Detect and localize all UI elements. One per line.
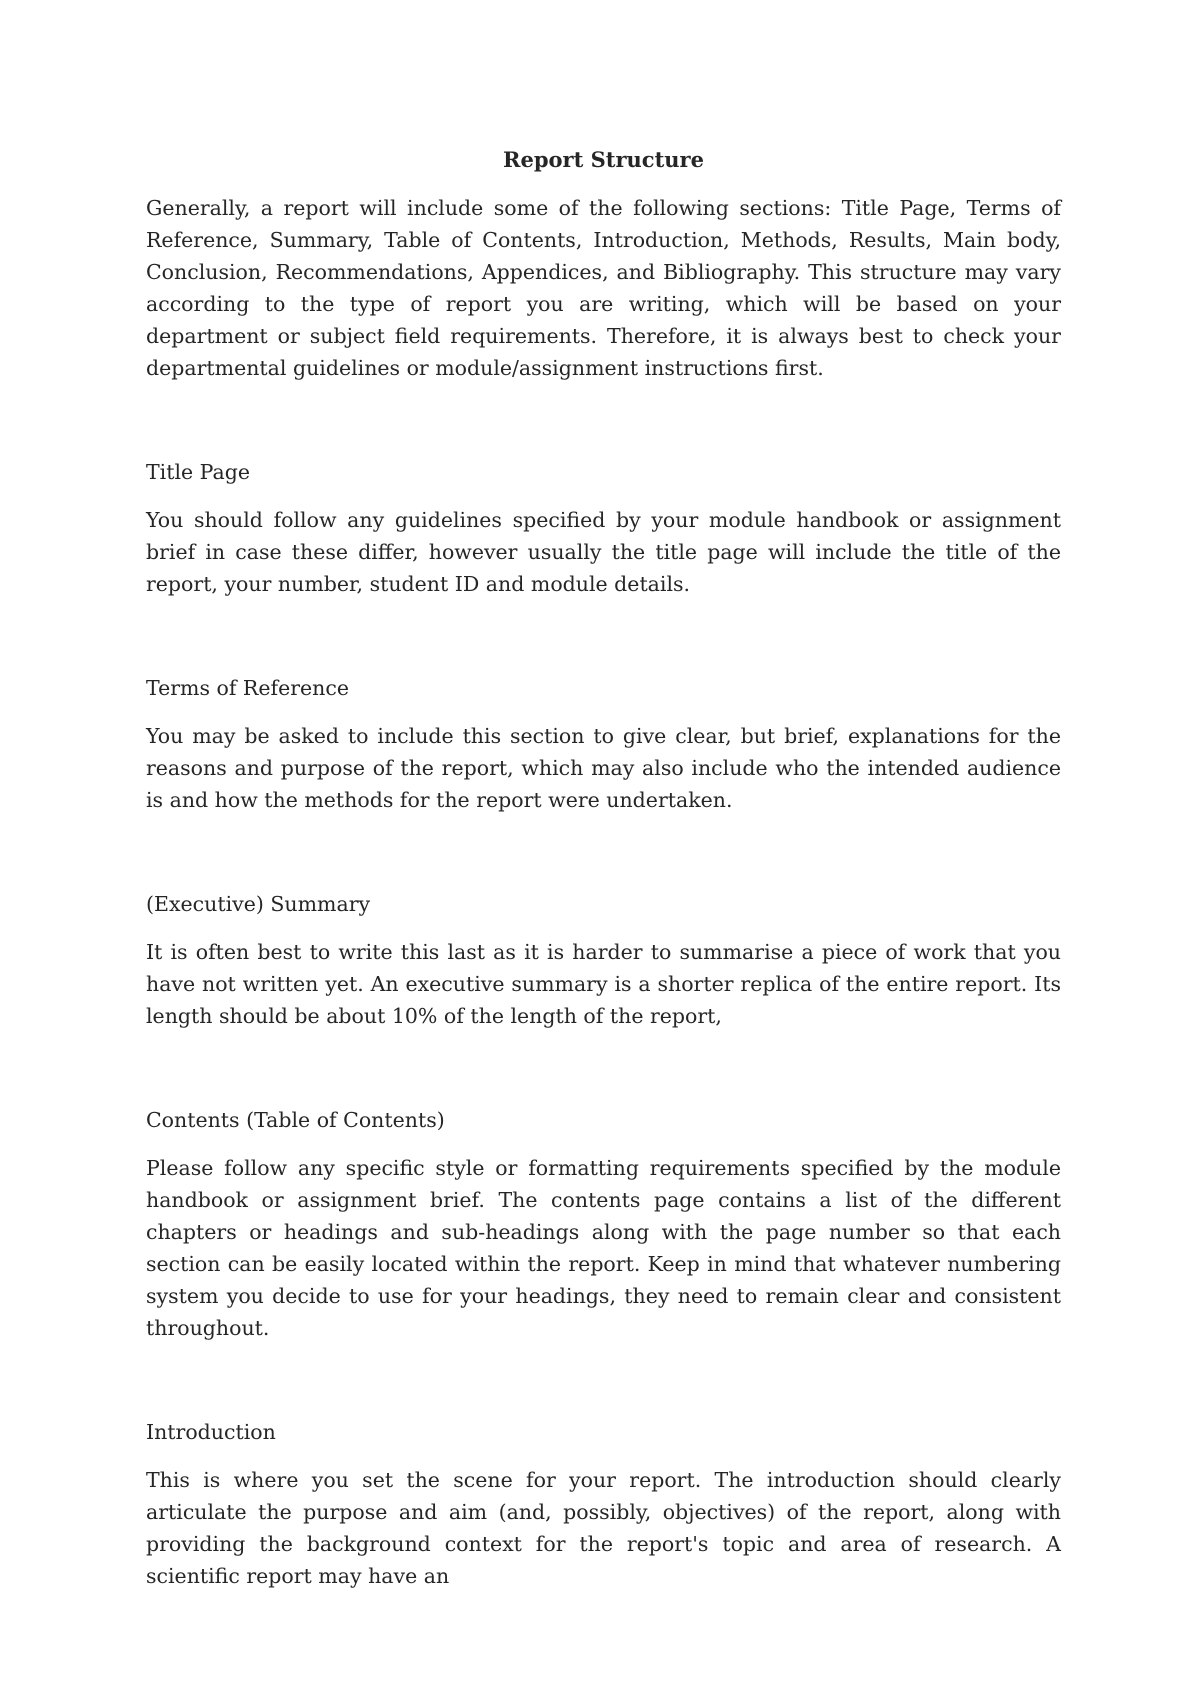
- section-body: It is often best to write this last as it is harder to summarise a piece of work that you have not written yet. An executive summary is a shorter replica of the entire report. Its length should be about 10% of the length of the report,: [146, 940, 1061, 1028]
- section-body: Please follow any specific style or formatting requirements specified by the module handbook or assignment brief. The contents page contains a list of the different chapters or headings and sub-headings along with the page number so that each section can be easily located within the report. Keep in mind that whatever numbering system you decide to use for your headings, they need to remain clear and consistent throughout.: [146, 1156, 1061, 1340]
- section-body: You should follow any guidelines specified by your module handbook or assignment brief in case these differ, however usually the title page will include the title of the report, your number, student ID and module details.: [146, 508, 1061, 596]
- section-heading: Title Page: [146, 460, 251, 484]
- section-contents: [146, 1104, 1061, 1344]
- section-heading: Contents (Table of Contents): [146, 1108, 445, 1132]
- section-introduction: [146, 1416, 1061, 1592]
- intro-paragraph: Generally, a report will include some of the following sections: Title Page, Terms of Reference, Summary, Table of Contents, Introduction, Methods, Results, Main body, Conclusion, Recommendations, Appendices, and Bibliography. This structure may vary according to the type of report you are writing, which will be based on your department or subject field requirements. Therefore, it is always best to check your departmental guidelines or module/assignment instructions first.: [146, 196, 1061, 380]
- section-heading: Terms of Reference: [146, 676, 349, 700]
- document-title: Report Structure: [503, 147, 704, 172]
- section-executive-summary: [146, 888, 1061, 1032]
- section-body: You may be asked to include this section to give clear, but brief, explanations for the reasons and purpose of the report, which may also include who the intended audience is and how the methods for the report were undertaken.: [146, 724, 1061, 812]
- document-content: [146, 144, 1061, 1592]
- section-title-page: [146, 456, 1061, 600]
- section-heading: (Executive) Summary: [146, 892, 371, 916]
- section-body: This is where you set the scene for your report. The introduction should clearly articulate the purpose and aim (and, possibly, objectives) of the report, along with providing the background context for the report's topic and area of research. A scientific report may have an: [146, 1468, 1061, 1588]
- section-terms-of-reference: [146, 672, 1061, 816]
- section-heading: Introduction: [146, 1420, 276, 1444]
